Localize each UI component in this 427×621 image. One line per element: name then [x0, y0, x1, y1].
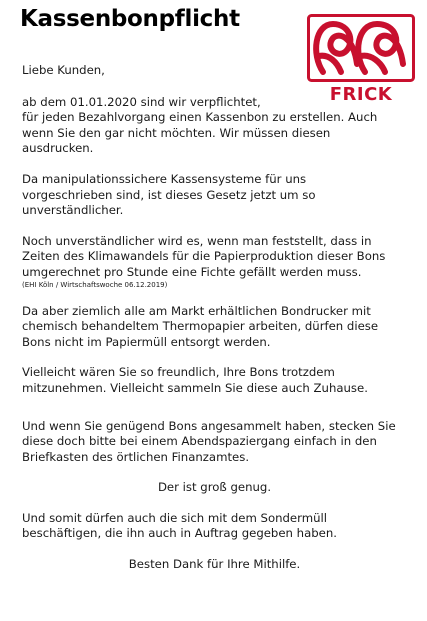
page-title: Kassenbonpflicht	[20, 6, 240, 32]
paragraph-tax-office: Und wenn Sie genügend Bons angesammelt haben, stecken Sie diese doch bitte bei einem Abendspaziergang einfach in den Briefkasten des örtlichen Finanzamtes.	[22, 418, 396, 464]
paragraph-cash-systems: Da manipulationssichere Kassensysteme für uns vorgeschrieben sind, ist dieses Gesetz jetzt um so unverständlicher.	[22, 171, 316, 218]
letter-body	[22, 63, 407, 573]
paragraph-climate: Noch unverständlicher wird es, wenn man feststellt, dass in Zeiten des Klimawandels für die Papierproduktion dieser Bons umgerechnet pro Stunde eine Fichte gefällt werden muss.	[22, 233, 386, 279]
paragraph-big-enough: Der ist groß genug.	[157, 480, 272, 495]
source-citation: (EHI Köln / Wirtschaftswoche 06.12.2019)	[22, 280, 168, 289]
paragraph-special-waste: Und somit dürfen auch die sich mit dem Sondermüll beschäftigen, die ihn auch in Auftrag gegeben haben.	[22, 510, 337, 541]
closing-thanks: Besten Dank für Ihre Mithilfe.	[128, 557, 301, 572]
paragraph-thermopaper: Da aber ziemlich alle am Markt erhältlichen Bondrucker mit chemisch behandeltem Thermopapier arbeiten, dürfen diese Bons nicht im Papiermüll entsorgt werden.	[22, 303, 379, 349]
logo-text: FRICK	[329, 84, 393, 105]
paragraph-obligation: für jeden Bezahlvorgang einen Kassenbon zu erstellen. Auch wenn Sie den gar nicht möchten. Wir müssen diesen ausdrucken.	[22, 110, 378, 156]
salutation: Liebe Kunden,	[22, 63, 105, 77]
paragraph-take-receipts: Vielleicht wären Sie so freundlich, Ihre Bons trotzdem mitzunehmen. Vielleicht sammeln Sie diese auch Zuhause.	[22, 365, 368, 395]
paragraph-obligation-intro: ab dem 01.01.2020 sind wir verpflichtet,	[22, 94, 261, 109]
